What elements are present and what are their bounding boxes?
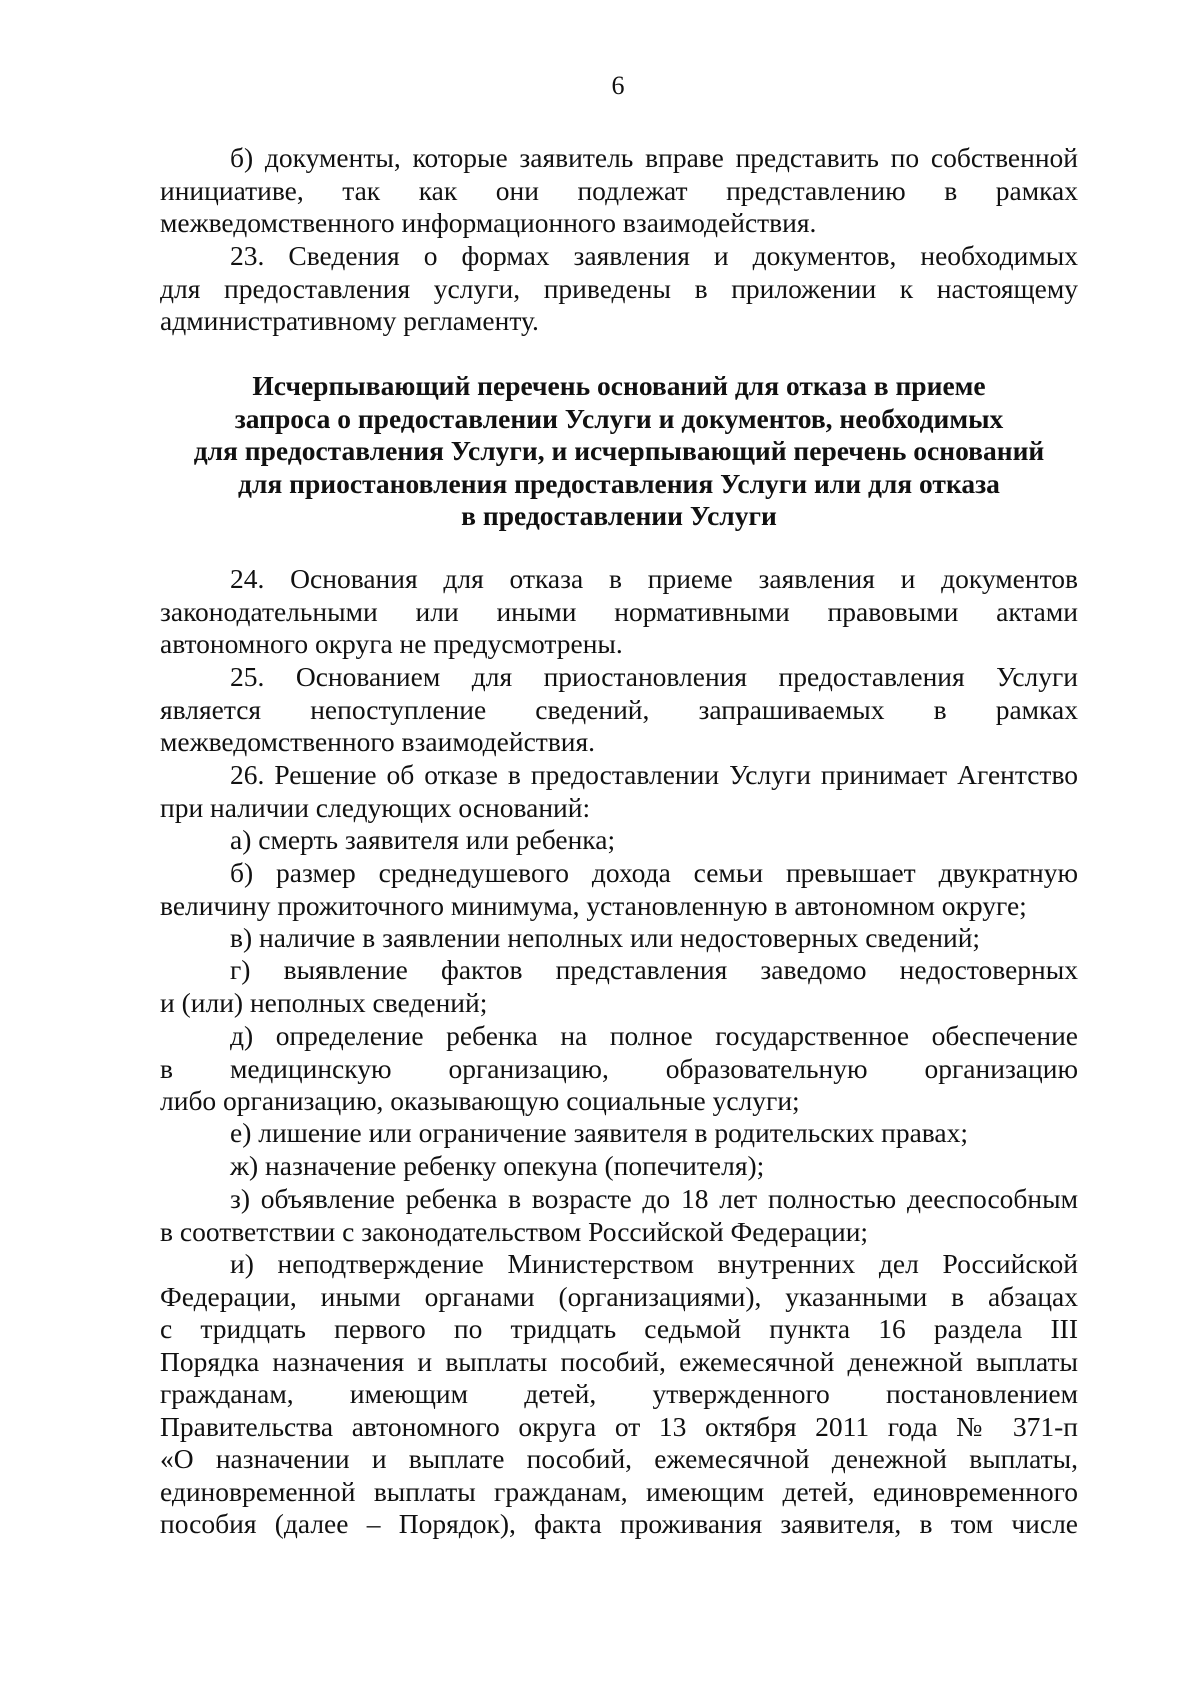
text-line: величину прожиточного минимума, установленную в автономном округе; <box>160 889 1027 921</box>
paragraph-25 <box>160 661 1078 759</box>
list-item-b <box>160 857 1078 922</box>
list-item-a <box>160 824 1078 857</box>
text-line: в медицинскую организацию, образовательную организацию <box>160 1052 1078 1084</box>
heading-line: запроса о предоставлении Услуги и документов, необходимых <box>234 402 1004 434</box>
paragraph-23 <box>160 240 1078 338</box>
text-line: г) выявление фактов представления заведомо недостоверных <box>230 954 1078 985</box>
text-line: 24. Основания для отказа в приеме заявления и документов <box>230 563 1078 594</box>
text-line: 26. Решение об отказе в предоставлении Услуги принимает Агентство <box>230 759 1078 790</box>
text-line: ж) назначение ребенку опекуна (попечителя); <box>230 1150 765 1181</box>
text-line: административному регламенту. <box>160 305 539 336</box>
text-line: е) лишение или ограничение заявителя в родительских правах; <box>230 1117 969 1148</box>
text-line: для предоставления услуги, приведены в приложении к настоящему <box>160 272 1078 304</box>
text-line: является непоступление сведений, запрашиваемых в рамках <box>160 693 1078 725</box>
text-line: межведомственного информационного взаимодействия. <box>160 207 817 238</box>
heading-line: для приостановления предоставления Услуги или для отказа <box>238 467 1000 499</box>
text-line: Федерации, иными органами (организациями), указанными в абзацах <box>160 1280 1078 1312</box>
text-line: при наличии следующих оснований: <box>160 791 591 823</box>
list-item-zh <box>160 1150 1078 1183</box>
list-item-d <box>160 1020 1078 1118</box>
text-line: инициативе, так как они подлежат представлению в рамках <box>160 174 1078 206</box>
heading-line: в предоставлении Услуги <box>461 500 777 531</box>
text-line: з) объявление ребенка в возрасте до 18 лет полностью дееспособным <box>230 1183 1078 1214</box>
heading-line: Исчерпывающий перечень оснований для отказа в приеме <box>252 370 986 401</box>
list-item-i <box>160 1248 1078 1541</box>
paragraph-24 <box>160 563 1078 661</box>
page-number: 6 <box>611 71 625 100</box>
text-line: с тридцать первого по тридцать седьмой пункта 16 раздела III <box>160 1313 1078 1344</box>
section-heading <box>160 370 1078 533</box>
text-line: а) смерть заявителя или ребенка; <box>230 824 616 855</box>
text-line: в) наличие в заявлении неполных или недостоверных сведений; <box>230 922 981 953</box>
text-line: законодательными или иными нормативными правовыми актами <box>160 595 1078 627</box>
text-line: и) неподтверждение Министерством внутренних дел Российской <box>230 1248 1078 1279</box>
text-line: в соответствии с законодательством Российской Федерации; <box>160 1215 869 1247</box>
list-item-g <box>160 954 1078 1019</box>
text-line: и (или) неполных сведений; <box>160 986 488 1018</box>
list-item-v <box>160 922 1078 955</box>
text-line: Правительства автономного округа от 13 октября 2011 года № 371-п <box>160 1410 1078 1442</box>
text-line: либо организацию, оказывающую социальные услуги; <box>160 1085 800 1116</box>
list-item-e <box>160 1117 1078 1150</box>
text-line: д) определение ребенка на полное государственное обеспечение <box>230 1020 1078 1051</box>
heading-line: для предоставления Услуги, и исчерпывающий перечень оснований <box>193 435 1045 466</box>
text-line: 25. Основанием для приостановления предоставления Услуги <box>230 661 1078 692</box>
paragraph-documents-optional <box>160 142 1078 240</box>
text-line: 23. Сведения о формах заявления и документов, необходимых <box>230 240 1078 271</box>
text-line: единовременной выплаты гражданам, имеющим детей, единовременного <box>160 1475 1078 1507</box>
list-item-z <box>160 1183 1078 1248</box>
text-line: «О назначении и выплате пособий, ежемесячной денежной выплаты, <box>160 1443 1078 1474</box>
text-line: автономного округа не предусмотрены. <box>160 628 623 659</box>
text-line: пособия (далее – Порядок), факта проживания заявителя, в том числе <box>160 1508 1078 1539</box>
paragraph-26 <box>160 759 1078 824</box>
text-line: гражданам, имеющим детей, утвержденного постановлением <box>160 1378 1078 1409</box>
text-line: Порядка назначения и выплаты пособий, ежемесячной денежной выплаты <box>160 1345 1078 1377</box>
text-line: б) размер среднедушевого дохода семьи превышает двукратную <box>230 857 1078 888</box>
text-line: б) документы, которые заявитель вправе представить по собственной <box>230 142 1078 173</box>
text-line: межведомственного взаимодействия. <box>160 726 596 757</box>
